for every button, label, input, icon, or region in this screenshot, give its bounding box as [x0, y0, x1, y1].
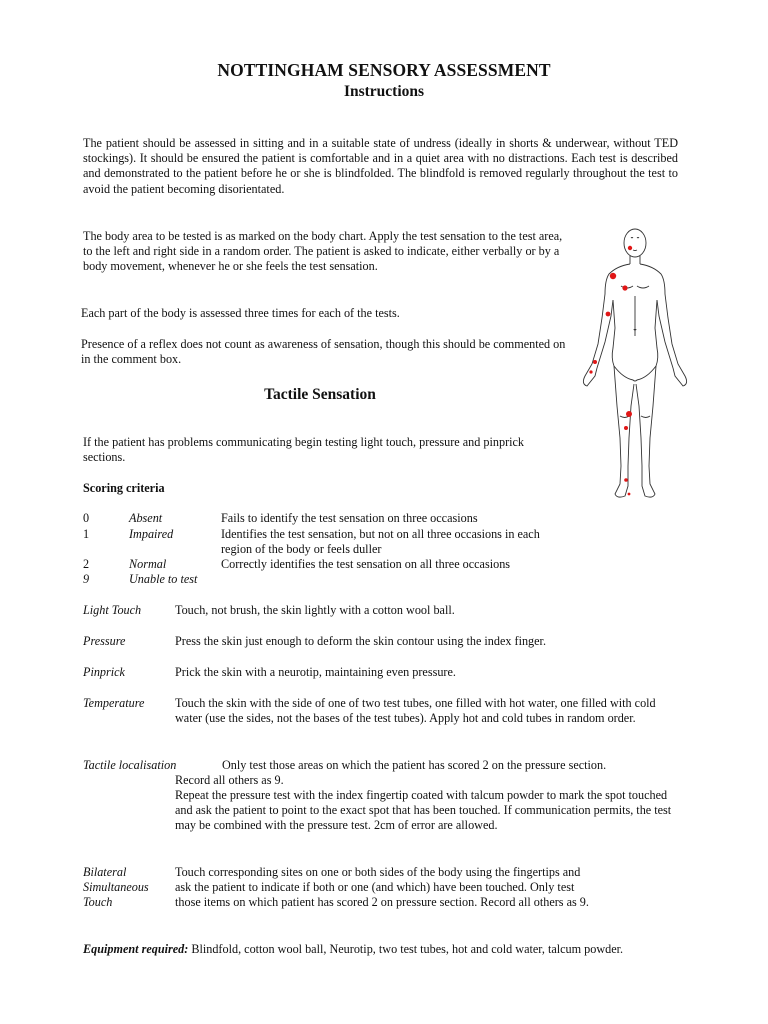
marker-face	[628, 246, 632, 250]
marker-knee	[626, 411, 632, 417]
document-subtitle: Instructions	[343, 83, 425, 100]
equipment-text: Blindfold, cotton wool ball, Neurotip, two test tubes, hot and cold water, talcum powder.	[188, 942, 624, 956]
marker-hand	[589, 370, 592, 373]
score-label: Absent	[129, 511, 163, 525]
marker-shin	[624, 426, 628, 430]
score-label: Normal	[129, 557, 167, 571]
test-name: Pressure	[83, 634, 126, 648]
test-name-line: Touch	[83, 895, 113, 909]
test-name-line: Simultaneous	[83, 880, 149, 894]
test-description-line1: Only test those areas on which the patient has scored 2 on the pressure section.	[222, 758, 607, 772]
test-description: Touch, not brush, the skin lightly with a cotton wool ball.	[175, 603, 455, 617]
test-description: Press the skin just enough to deform the skin contour using the index finger.	[175, 634, 546, 648]
score-code: 0	[83, 511, 90, 525]
score-label: Unable to test	[129, 572, 198, 586]
test-description-rest: Repeat the pressure test with the index fingertip coated with talcum powder to mark the spot touched and ask the patient to point to the exact spot that has been touched. If communication permits, the test may be combined with the pressure test. 2cm of error are allowed.	[175, 788, 672, 833]
intro-paragraph-2: The body area to be tested is as marked on the body chart. Apply the test sensation to the test area, to the left and right side in a random order. The patient is asked to indicate, either verbally or by a body movement, whenever he or she feels the test sensation.	[83, 229, 563, 274]
test-description-line2: Record all others as 9.	[175, 773, 284, 787]
scoring-criteria-heading: Scoring criteria	[83, 481, 165, 495]
tactile-sensation-heading: Tactile Sensation	[264, 386, 376, 403]
score-description: Correctly identifies the test sensation on all three occasions	[221, 557, 511, 571]
equipment-required	[83, 942, 673, 957]
test-description-line: Touch corresponding sites on one or both sides of the body using the fingertips and	[175, 865, 581, 879]
test-name: Tactile localisation	[83, 758, 177, 772]
score-code: 1	[83, 527, 90, 541]
marker-shoulder	[610, 273, 616, 279]
intro-paragraph-3: Each part of the body is assessed three times for each of the tests.	[81, 306, 400, 320]
score-code: 9	[83, 572, 90, 586]
marker-upper-arm	[606, 312, 611, 317]
test-description: Touch the skin with the side of one of two test tubes, one filled with hot water, one filled with cold water (use the sides, not the bases of the test tubes). Apply hot and cold tubes in random order.	[175, 696, 656, 726]
document-title: NOTTINGHAM SENSORY ASSESSMENT	[217, 60, 551, 80]
marker-forearm	[593, 360, 597, 364]
score-description: Identifies the test sensation, but not on all three occasions in each region of the body or feels duller	[221, 527, 540, 557]
score-description: Fails to identify the test sensation on three occasions	[221, 511, 478, 525]
test-area-markers	[589, 246, 632, 496]
test-name: Light Touch	[83, 603, 142, 617]
intro-paragraph-4: Presence of a reflex does not count as awareness of sensation, though this should be commented on in the comment box.	[81, 337, 566, 367]
tactile-intro: If the patient has problems communicating begin testing light touch, pressure and pinprick sections.	[83, 435, 525, 465]
test-description-line: those items on which patient has scored 2 on pressure section. Record all others as 9.	[175, 895, 589, 909]
marker-ankle	[624, 478, 628, 482]
marker-foot	[628, 493, 631, 496]
test-name: Temperature	[83, 696, 145, 710]
intro-paragraph-1: The patient should be assessed in sitting and in a suitable state of undress (ideally in shorts & underwear, without TED stockings). It should be ensured the patient is comfortable and in a quiet area with no distractions. Each test is described and demonstrated to the patient before he or she is blindfolded. The blindfold is removed regularly throughout the test to avoid the patient becoming disorientated.	[83, 136, 678, 196]
test-description: Prick the skin with a neurotip, maintaining even pressure.	[175, 665, 456, 679]
test-name: Pinprick	[83, 665, 125, 679]
test-description-line: ask the patient to indicate if both or one (and which) have been touched. Only test	[175, 880, 575, 894]
test-name-line: Bilateral	[83, 865, 127, 879]
score-code: 2	[83, 557, 90, 571]
body-chart-figure	[573, 216, 696, 506]
marker-chest	[622, 285, 627, 290]
score-label: Impaired	[129, 527, 174, 541]
human-body-icon	[583, 229, 686, 497]
equipment-label: Equipment required:	[83, 942, 189, 956]
